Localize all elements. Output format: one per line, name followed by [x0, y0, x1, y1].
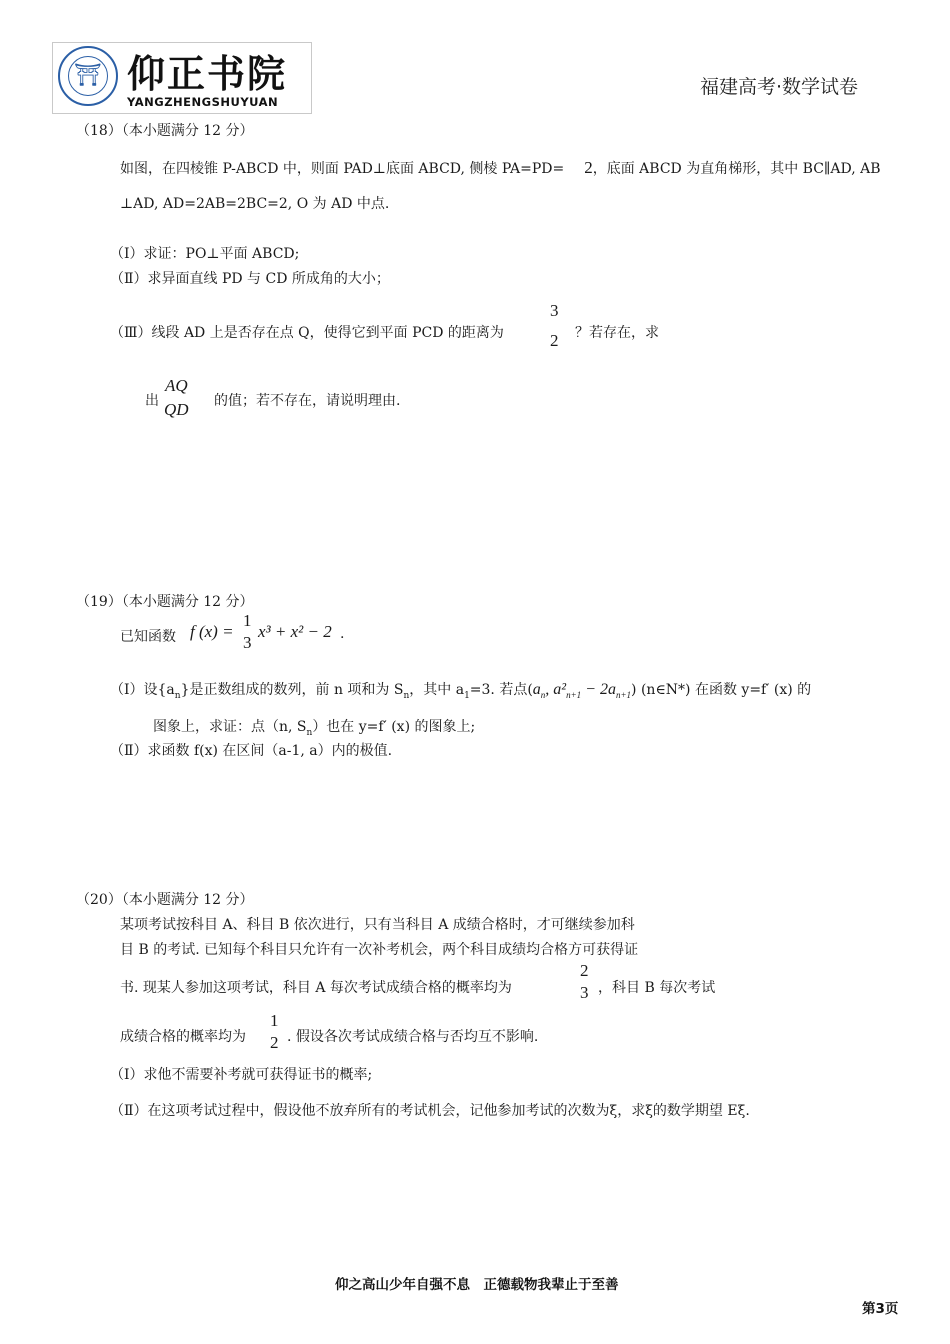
q20-fraction-2-3: 2 3 [580, 961, 589, 1002]
logo-chinese-name: 仰正书院 [127, 51, 288, 96]
q18-part3-tail: ？若存在，求 [575, 325, 659, 341]
logo-english-name: YANGZHENGSHUYUAN [127, 95, 279, 109]
school-logo [52, 42, 312, 114]
q20-line3: 书. 现某人参加这项考试，科目 A 每次考试成绩合格的概率均为 [120, 980, 512, 996]
q19-function-name: f (x) = [190, 622, 234, 641]
q19-stem-end: . [340, 626, 345, 642]
q18-part3-line2-tail: 的值；若不存在，请说明理由. [214, 393, 401, 409]
q18-heading: （18）（本小题满分 12 分） [76, 123, 254, 139]
q18-stem-line2: ⊥AD, AD=2AB=2BC=2, O 为 AD 中点. [120, 196, 390, 212]
q18-stem-line1: 如图，在四棱锥 P-ABCD 中，则面 PAD⊥底面 ABCD, 侧棱 PA=PD= 2，底面 ABCD 为直角梯形，其中 BC∥AD, AB [120, 158, 881, 177]
seal-icon: ⛩ [58, 46, 118, 106]
q18-part3-line1: （Ⅲ）线段 AD 上是否存在点 Q，使得它到平面 PCD 的距离为 [110, 325, 504, 341]
q19-fraction-1-3: 1 3 [243, 611, 252, 652]
q19-heading: （19）（本小题满分 12 分） [76, 594, 254, 610]
q19-stem-prefix: 已知函数 [120, 629, 176, 645]
footer-motto: 仰之高山少年自强不息 正德载物我辈止于至善 [335, 1277, 619, 1293]
q18-part1: （Ⅰ）求证：PO⊥平面 ABCD; [110, 246, 300, 262]
q18-fraction-3-2: 3 2 [550, 301, 559, 350]
q20-fraction-1-2: 1 2 [270, 1011, 279, 1052]
q20-heading: （20）（本小题满分 12 分） [76, 892, 254, 908]
q19-part1-line2: 图象上，求证：点（n, $S_n$）也在 y=f′ (x) 的图象上; [153, 719, 476, 738]
q18-fraction-aq-qd: AQ QD [164, 376, 189, 419]
q20-part1: （Ⅰ）求他不需要补考就可获得证书的概率; [110, 1067, 373, 1083]
q18-part3-line2-prefix: 出 [145, 393, 159, 409]
q20-line3-tail: ，科目 B 每次考试 [598, 980, 716, 996]
q19-part1-line1: （Ⅰ）设$\{a_n\}$是正数组成的数列，前 n 项和为 $S_n$，其中 $a_1=3$. 若点($a_n$, $a^2_{n+1} - 2a_{n+1}$) (n∈N*) 在函数 y=f′ (x) 的 [110, 681, 812, 701]
q20-part2: （Ⅱ）在这项考试过程中，假设他不放弃所有的考试机会，记他参加考试的次数为ξ，求ξ的数学期望 Eξ. [110, 1103, 750, 1119]
q19-expression: x³ + x² − 2 [258, 622, 332, 641]
q20-line4-tail: . 假设各次考试成绩合格与否均互不影响. [287, 1029, 539, 1045]
q20-line1: 某项考试按科目 A、科目 B 依次进行，只有当科目 A 成绩合格时，才可继续参加科 [120, 917, 635, 933]
q20-line2: 目 B 的考试. 已知每个科目只允许有一次补考机会，两个科目成绩均合格方可获得证 [120, 942, 639, 958]
q19-part2: （Ⅱ）求函数 f(x) 在区间（a-1, a）内的极值. [110, 743, 393, 759]
paper-title: 福建高考·数学试卷 [700, 76, 859, 98]
page-number: 第3页 [862, 1301, 899, 1317]
q20-line4: 成绩合格的概率均为 [120, 1029, 246, 1045]
q18-part2: （Ⅱ）求异面直线 PD 与 CD 所成角的大小； [110, 271, 390, 287]
